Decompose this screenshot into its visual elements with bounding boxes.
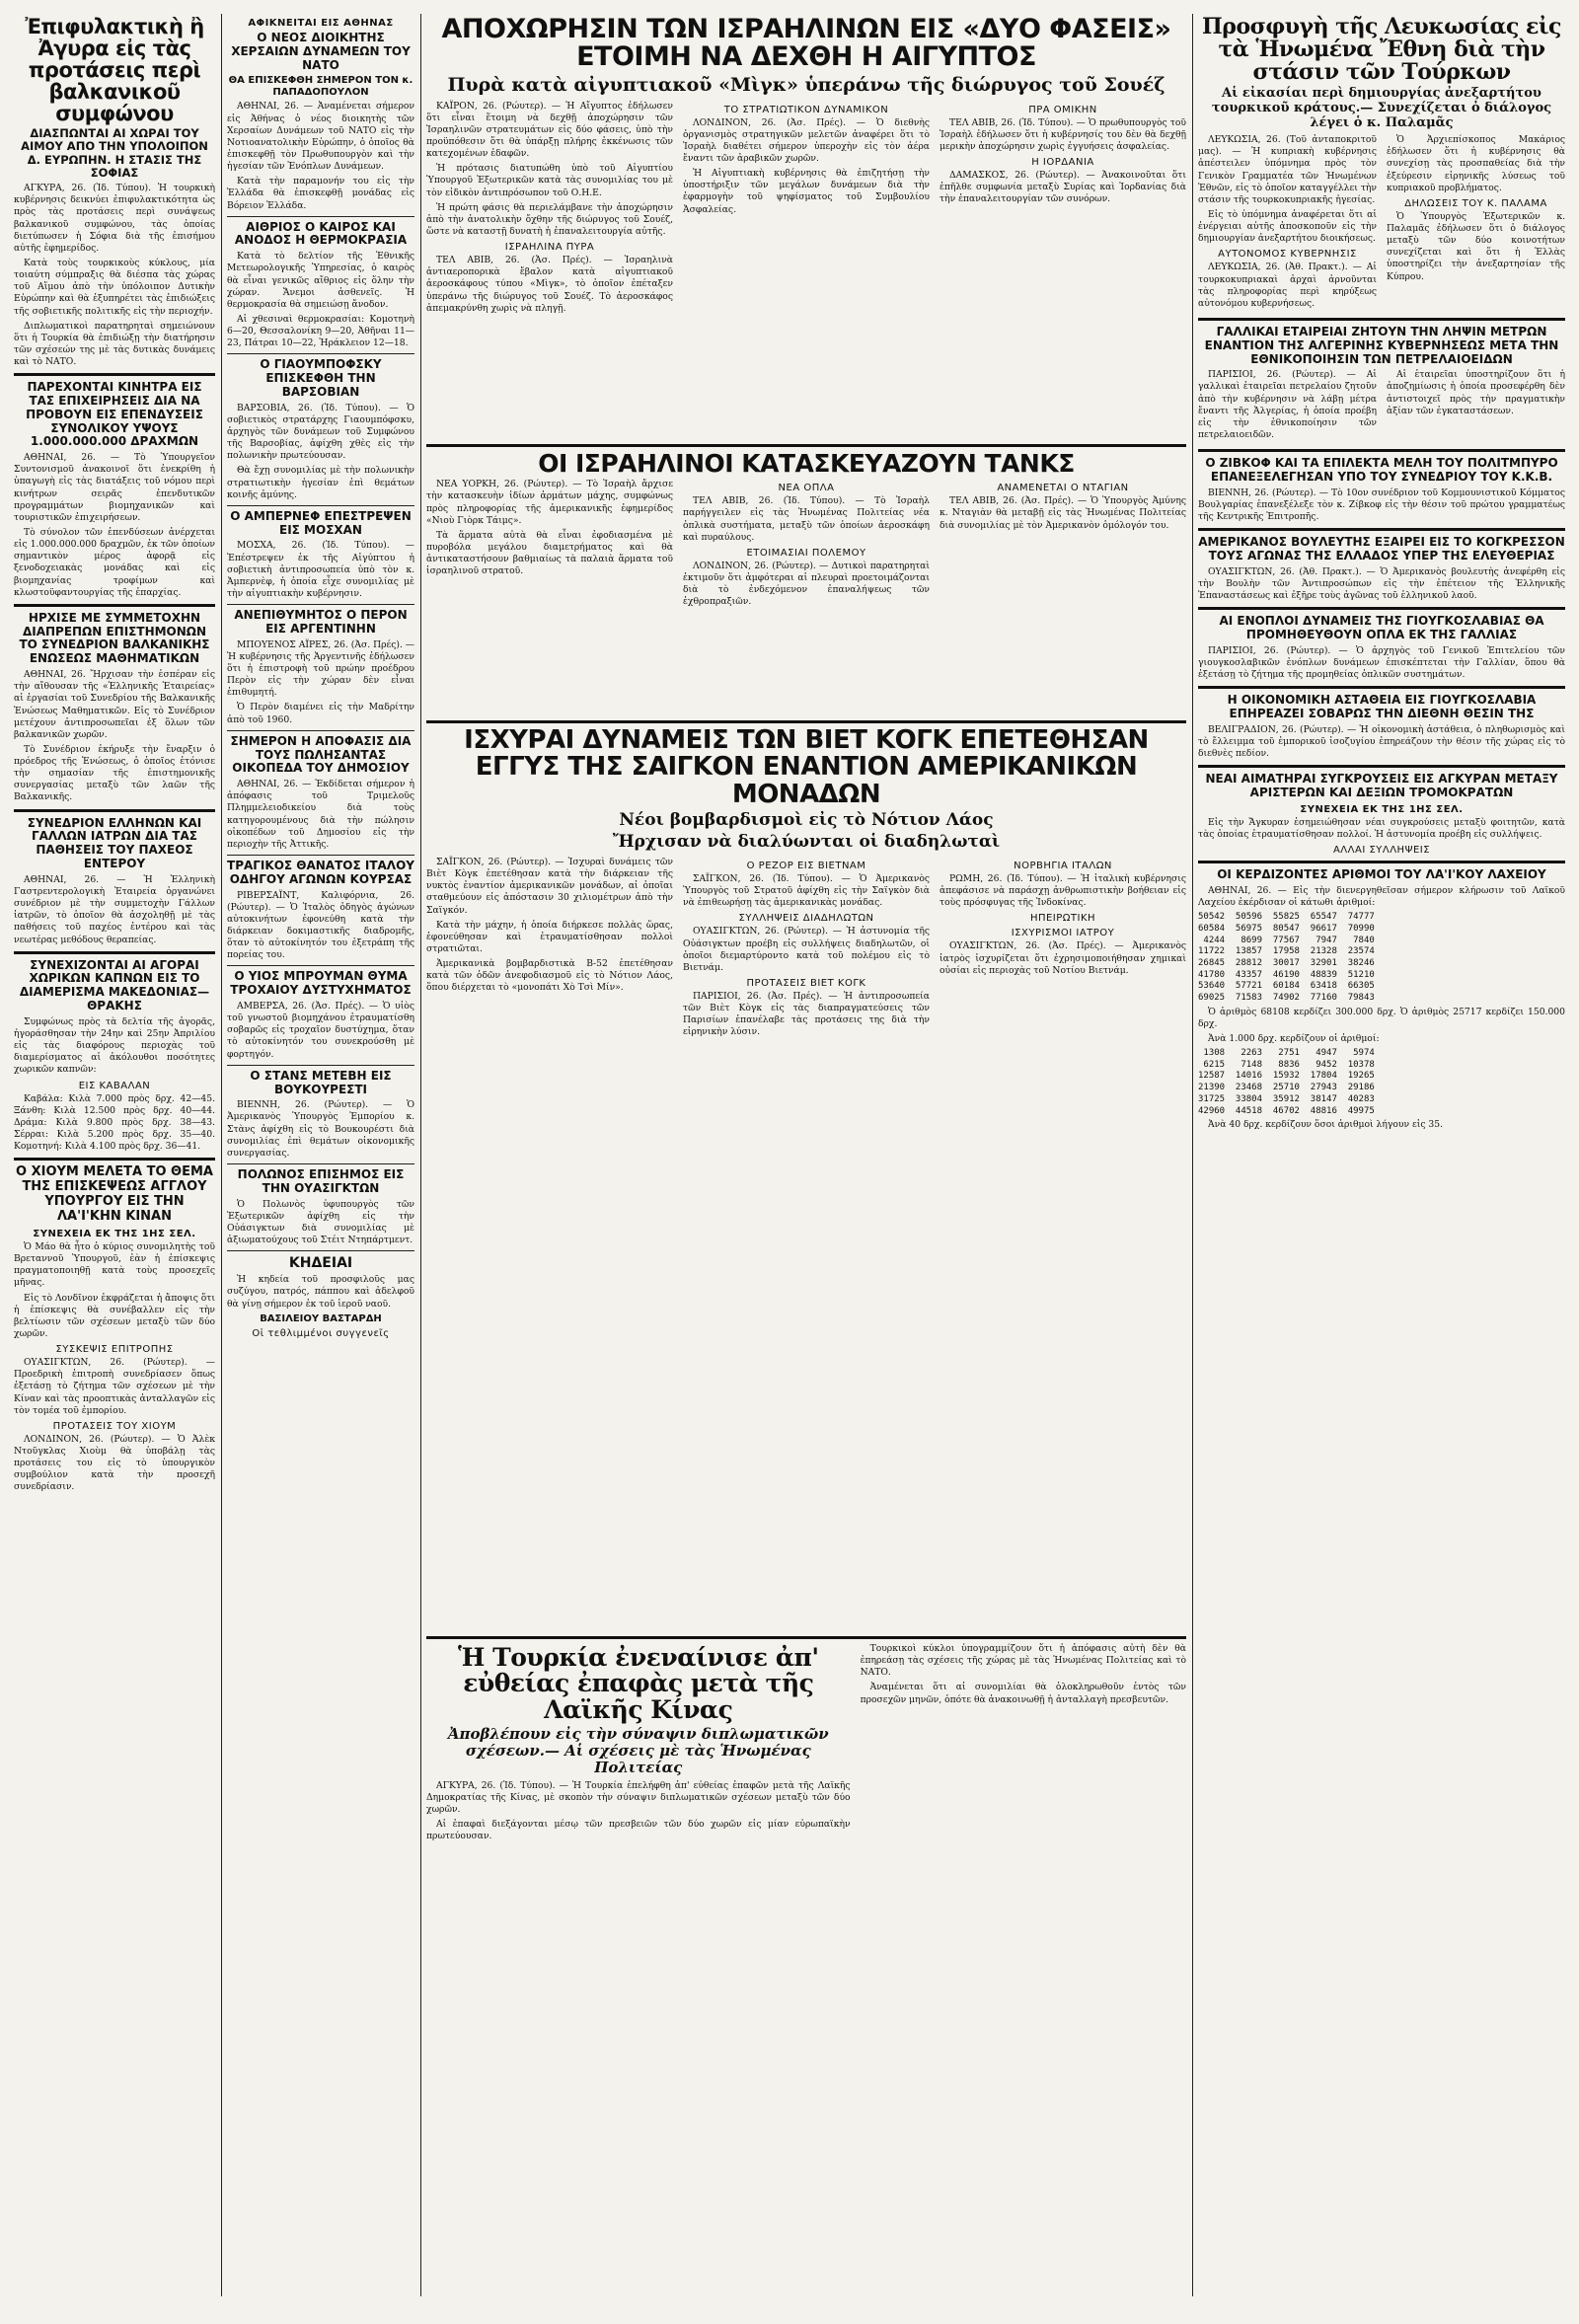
article-paragraph: Αἱ χθεσιναὶ θερμοκρασίαι: Κομοτηνὴ 6—20, Θεσσαλονίκη 9—20, Ἀθῆναι 11—23, Πάτραι 10—22, Ἡράκλειον 12—18.	[227, 313, 414, 349]
article-paragraph: ΑΘΗΝΑΙ, 26. — Εἰς τὴν διενεργηθεῖσαν σήμερον κλήρωσιν τοῦ Λαϊκοῦ Λαχείου ἐκέρδισαν οἱ κάτωθι ἀριθμοί:	[1198, 884, 1565, 909]
article-headline: Ο ΝΕΟΣ ΔΙΟΙΚΗΤΗΣ ΧΕΡΣΑΙΩΝ ΔΥΝΑΜΕΩΝ ΤΟΥ ΝΑΤΟ	[231, 31, 411, 72]
article-paragraph: Εἰς τὸ ὑπόμνημα ἀναφέρεται ὅτι αἱ ἐνέργειαι αὐτῆς ἀποσκοποῦν εἰς τὴν δημιουργίαν ἀνεξαρτήτου διοικήσεως.	[1198, 208, 1377, 245]
article-paragraph: ΠΑΡΙΣΙΟΙ, 26. (Ρώυτερ). — Ὁ ἀρχηγὸς τοῦ Γενικοῦ Ἐπιτελείου τῶν γιουγκοσλαβικῶν ἐνόπλων δυνάμεων ἐπισκέπτεται τὴν Γαλλίαν, ὅπου θὰ ἐξετάσῃ τὸ ζήτημα τῆς προμηθείας ὁπλικῶν συστημάτων.	[1198, 644, 1565, 681]
column-rule	[1192, 14, 1193, 2296]
section-label: ΗΠΕΙΡΩΤΙΚΗ	[1029, 913, 1096, 925]
article-paragraph: Κατὰ τὴν παραμονήν του εἰς τὴν Ἑλλάδα θὰ ἐπισκεφθῇ μονάδας εἰς Βόρειον Ἑλλάδα.	[227, 176, 414, 211]
column-rule	[221, 14, 222, 2296]
article-paragraph: Αἱ ἐπαφαὶ διεξάγονται μέσῳ τῶν πρεσβειῶν τῶν δύο χωρῶν εἰς μίαν εὐρωπαϊκὴν πρωτεύουσαν.	[426, 1818, 851, 1842]
article-headline: ΝΕΑΙ ΑΙΜΑΤΗΡΑΙ ΣΥΓΚΡΟΥΣΕΙΣ ΕΙΣ ΑΓΚΥΡΑΝ ΜΕΤΑΞΥ ΑΡΙΣΤΕΡΩΝ ΚΑΙ ΔΕΞΙΩΝ ΤΡΟΜΟΚΡΑΤΩΝ	[1205, 772, 1558, 800]
section-label: ΣΥΣΚΕΨΙΣ ΕΠΙΤΡΟΠΗΣ	[55, 1344, 174, 1356]
section-label: Η ΙΟΡΔΑΝΙΑ	[1031, 156, 1094, 168]
article-subheadline: Νέοι βομβαρδισμοὶ εἰς τὸ Νότιον Λάος	[619, 809, 994, 830]
lead-headline: ΑΠΟΧΩΡΗΣΙΝ ΤΩΝ ΙΣΡΑΗΛΙΝΩΝ ΕΙΣ «ΔΥΟ ΦΑΣΕΙΣ» ΕΤΟΙΜΗ ΝΑ ΔΕΧΘΗ Η ΑΙΓΥΠΤΟΣ	[441, 14, 1171, 73]
article-subheadline: Ἤρχισαν νὰ διαλύωνται οἱ διαδηλωταὶ	[612, 832, 1001, 853]
article-paragraph: ΛΕΥΚΩΣΙΑ, 26. (Τοῦ ἀνταποκριτοῦ μας). — Ἡ κυπριακὴ κυβέρνησις ἀπέστειλεν ὑπόμνημα πρὸς τὸν Γενικὸν Γραμματέα τῶν Ἡνωμένων Ἐθνῶν, εἰς τὸ ὁποῖον καταγγέλλει τὴν στάσιν τῆς τουρκοκυπριακῆς ἡγεσίας.	[1198, 134, 1377, 205]
article-paragraph: Ὁ Ὑπουργὸς Ἐξωτερικῶν κ. Παλαμᾶς ἐδήλωσεν ὅτι ὁ διάλογος μεταξὺ τῶν δύο κοινοτήτων συνεχίζεται καὶ ὅτι ἡ Ἑλλὰς ὑποστηρίζει τὴν ἀνεξαρτησίαν τῆς Κύπρου.	[1387, 210, 1565, 282]
section-label: ΕΙΣ ΚΑΒΑΛΑΝ	[78, 1080, 151, 1091]
article-paragraph: ΟΥΑΣΙΓΚΤΩΝ, 26. (Ρώυτερ). — Ἡ ἀστυνομία τῆς Οὐάσιγκτων προέβη εἰς συλλήψεις διαδηλωτῶν, οἱ ὁποῖοι διεμαρτύροντο κατὰ τοῦ πολέμου εἰς τὸ Βιετνάμ.	[683, 926, 930, 973]
article-paragraph: Εἰς τὴν Ἄγκυραν ἐσημειώθησαν νέαι συγκρούσεις μεταξὺ φοιτητῶν, κατὰ τὰς ὁποίας ἐτραυματίσθησαν πολλοί. Ἡ ἀστυνομία προέβη εἰς συλλήψεις.	[1198, 816, 1565, 840]
column-rule	[420, 14, 421, 2296]
lottery-numbers: 1308 2263 2751 4947 5974 6215 7148 8836 9452 10378 12587 14016 15932 17804 19265 21390 23468 25710 27943 29186 31725 33804 35912 38147 40283 42960 44518 46702 48816 49975	[1198, 1048, 1375, 1116]
section-label: ΤΟ ΣΤΡΑΤΙΩΤΙΚΟΝ ΔΥΝΑΜΙΚΟΝ	[723, 104, 889, 115]
article-paragraph: Εἰς τὸ Λονδῖνον ἐκφράζεται ἡ ἄποψις ὅτι ἡ ἐπίσκεψις θὰ συνέβαλλεν εἰς τὴν βελτίωσιν τῶν σχέσεων μεταξὺ τῶν δύο χωρῶν.	[14, 1292, 215, 1339]
article-headline: ΑΙ ΕΝΟΠΛΟΙ ΔΥΝΑΜΕΙΣ ΤΗΣ ΓΙΟΥΓΚΟΣΛΑΒΙΑΣ ΘΑ ΠΡΟΜΗΘΕΥΘΟΥΝ ΟΠΛΑ ΕΚ ΤΗΣ ΓΑΛΛΙΑΣ	[1219, 614, 1544, 641]
article-paragraph: Τὸ σύνολον τῶν ἐπενδύσεων ἀνέρχεται εἰς 1.000.000.000 δραχμῶν, ἐκ τῶν ὁποίων σημαντικὸν μέρος ἀφορᾷ εἰς ξενοδοχειακὰς μονάδας καὶ εἰς βιομηχανίας τροφίμων καὶ κλωστοϋφαντουργίας τῆς ἐπαρχίας.	[14, 527, 215, 598]
section-label: ΝΕΑ ΟΠΛΑ	[778, 483, 835, 494]
article-paragraph: Ἡ πρώτη φάσις θὰ περιελάμβανε τὴν ἀποχώρησιν ἀπὸ τὴν ἀνατολικὴν ὄχθην τῆς διώρυγος τοῦ Σουέζ, ὥστε νὰ καταστῇ δυνατὴ ἡ ἐπαναλειτουργία αὐτῆς.	[426, 201, 673, 237]
article-paragraph: Ὁ Μάο θὰ ἦτο ὁ κύριος συνομιλητὴς τοῦ Βρεταννοῦ Ὑπουργοῦ, ἐὰν ἡ ἐπίσκεψις πραγματοποιηθῇ κατὰ τοὺς προσεχεῖς μῆνας.	[14, 1241, 215, 1289]
article-paragraph: ΚΑΪΡΟΝ, 26. (Ρώυτερ). — Ἡ Αἴγυπτος ἐδήλωσεν ὅτι εἶναι ἕτοιμη νὰ δεχθῇ ἀποχώρησιν τῶν Ἰσραηλινῶν στρατευμάτων εἰς δύο φάσεις, ὑπὸ τὴν προϋπόθεσιν ὅτι θὰ ὑπάρξῃ πλήρης ἐκκένωσις τῶν κατεχομένων ἐδαφῶν.	[426, 100, 673, 160]
article-paragraph: ΤΕΛ ΑΒΙΒ, 26. (Ἀσ. Πρές). — Ἰσραηλινὰ ἀντιαεροπορικὰ ἔβαλον κατὰ αἰγυπτιακοῦ ἀεροσκάφους τύπου «Μὶγκ», τὸ ὁποῖον ἐπέταξεν ὑπεράνω τῆς διώρυγος τοῦ Σουέζ. Τὸ ἀεροσκάφος ἀπεμακρύνθη χωρὶς νὰ πληγῇ.	[426, 255, 673, 314]
article-paragraph: ΒΙΕΝΝΗ, 26. (Ρώυτερ). — Τὸ 10ον συνέδριον τοῦ Κομμουνιστικοῦ Κόμματος Βουλγαρίας ἐπανεξέλεξε τὸν κ. Ζίβκοφ εἰς τὴν θέσιν τοῦ πρώτου γραμματέως τῆς Κεντρικῆς Ἐπιτροπῆς.	[1198, 487, 1565, 523]
obituary-text: Ἡ κηδεία τοῦ προσφιλοῦς μας συζύγου, πατρός, πάππου καὶ ἀδελφοῦ θὰ γίνῃ σήμερον ἐκ τοῦ ἱεροῦ ναοῦ.	[227, 1274, 414, 1310]
section-label: ΠΡΑ ΟΜΙΚΗΝ	[1028, 104, 1097, 115]
continuation-label: ΣΥΝΕΧΕΙΑ ΕΚ ΤΗΣ 1ΗΣ ΣΕΛ.	[1300, 803, 1464, 815]
article-paragraph: ΒΙΕΝΝΗ, 26. (Ρώυτερ). — Ὁ Ἀμερικανὸς Ὑπουργὸς Ἐμπορίου κ. Στὰνς ἀφίχθη εἰς τὸ Βουκουρέστι διὰ συνομιλίας ἐπὶ θεμάτων οἰκονομικῆς συνεργασίας.	[227, 1099, 414, 1159]
article-headline: ΟΙ ΙΣΡΑΗΛΙΝΟΙ ΚΑΤΑΣΚΕΥΑΖΟΥΝ ΤΑΝΚΣ	[538, 449, 1075, 478]
article-paragraph: Αἱ ἑταιρεῖαι ὑποστηρίζουν ὅτι ἡ ἀποζημίωσις ἡ ὁποία προσεφέρθη δὲν ἀντιστοιχεῖ πρὸς τὴν πραγματικὴν ἀξίαν τῶν ἐγκαταστάσεων.	[1387, 369, 1565, 416]
column-1	[14, 14, 215, 2296]
article-paragraph: ΟΥΑΣΙΓΚΤΩΝ, 26. (Ἀθ. Πρακτ.). — Ὁ Ἀμερικανὸς βουλευτὴς ἀνεφέρθη εἰς τὴν Βουλὴν τῶν Ἀντιπροσώπων εἰς τὴν ἐπέτειον τῆς Ἑλληνικῆς Ἐπαναστάσεως καὶ ἐξῆρε τοὺς ἀγῶνας τοῦ ἑλληνικοῦ λαοῦ.	[1198, 565, 1565, 602]
article-headline: ΟΙ ΚΕΡΔΙΖΟΝΤΕΣ ΑΡΙΘΜΟΙ ΤΟΥ ΛΑ'Ι'ΚΟΥ ΛΑΧΕΙΟΥ	[1217, 867, 1546, 882]
article-viet-cong	[426, 720, 1186, 1635]
column-right	[1198, 14, 1565, 2296]
article-turkey-china	[426, 1636, 1186, 2299]
section-label: ΑΝΑΜΕΝΕΤΑΙ Ο ΝΤΑΓΙΑΝ	[997, 483, 1129, 494]
article-headline: ΗΡΧΙΣΕ ΜΕ ΣΥΜΜΕΤΟΧΗΝ ΔΙΑΠΡΕΠΩΝ ΕΠΙΣΤΗΜΟΝΩΝ ΤΟ ΣΥΝΕΔΡΙΟΝ ΒΑΛΚΑΝΙΚΗΣ ΕΝΩΣΕΩΣ ΜΑΘΗΜΑΤΙΚΩΝ	[19, 610, 210, 666]
article-paragraph: ΜΠΟΥΕΝΟΣ ΑΪΡΕΣ, 26. (Ἀσ. Πρές). — Ἡ κυβέρνησις τῆς Ἀργεντινῆς ἐδήλωσεν ὅτι ἡ ἐπιστροφὴ τοῦ πρώην προέδρου Περὸν εἰς τὴν χώραν δὲν εἶναι ἐπιθυμητή.	[227, 638, 414, 699]
article-headline: Ἐπιφυλακτικὴ ἢ Ἀγυρα εἰς τὰς προτάσεις περὶ βαλκανικοῦ συμφώνου	[25, 15, 204, 126]
section-label: ΑΛΛΑΙ ΣΥΛΛΗΨΕΙΣ	[1332, 845, 1431, 857]
article-headline: ΠΑΡΕΧΟΝΤΑΙ ΚΙΝΗΤΡΑ ΕΙΣ ΤΑΣ ΕΠΙΧΕΙΡΗΣΕΙΣ ΔΙΑ ΝΑ ΠΡΟΒΟΥΝ ΕΙΣ ΕΠΕΝΔΥΣΕΙΣ ΣΥΝΟΛΙΚΟΥ ΥΨΟΥΣ 1.000.000.000 ΔΡΑΧΜΩΝ	[26, 380, 203, 449]
article-paragraph: Διπλωματικοὶ παρατηρηταὶ σημειώνουν ὅτι ἡ Τουρκία θὰ ἐπιδιώξῃ τὴν διατήρησιν τῶν σχέσεών της μὲ τὰς δυτικὰς δυνάμεις καὶ τὸ ΝΑΤΟ.	[14, 320, 215, 368]
article-paragraph: Συμφώνως πρὸς τὰ δελτία τῆς ἀγορᾶς, ἠγοράσθησαν τὴν 24ην καὶ 25ην Ἀπριλίου εἰς τὰς διαφόρους περιοχὰς τοῦ διαμερίσματος αἱ ἀκόλουθοι ποσότητες χωρικῶν καπνῶν:	[14, 1015, 215, 1076]
article-headline: ΙΣΧΥΡΑΙ ΔΥΝΑΜΕΙΣ ΤΩΝ ΒΙΕΤ ΚΟΓΚ ΕΠΕΤΕΘΗΣΑΝ ΕΓΓΥΣ ΤΗΣ ΣΑΙΓΚΟΝ ΕΝΑΝΤΙΟΝ ΑΜΕΡΙΚΑΝΙΚΩΝ ΜΟΝΑΔΩΝ	[464, 725, 1149, 809]
article-paragraph: Τὸ Συνέδριον ἐκήρυξε τὴν ἔναρξιν ὁ πρόεδρος τῆς Ἑνώσεως, ὁ ὁποῖος ἐτόνισε τὴν σημασίαν τῆς ἐπιστημονικῆς συνεργασίας μεταξὺ τῶν λαῶν τῆς Βαλκανικῆς.	[14, 743, 215, 803]
article-paragraph: ΛΕΥΚΩΣΙΑ, 26. (Ἀθ. Πρακτ.). — Αἱ τουρκοκυπριακαὶ ἀρχαὶ ἀρνοῦνται τὰς πληροφορίας περὶ κηρύξεως αὐτονόμου κυβερνήσεως.	[1198, 262, 1377, 309]
article-paragraph: ΑΘΗΝΑΙ, 26. — Ἡ Ἑλληνικὴ Γαστρεντερολογικὴ Ἑταιρεία ὀργανώνει συνέδριον μὲ τὴν συμμετοχὴν Γάλλων ἰατρῶν, τὸ ὁποῖον θὰ ἀσχοληθῇ μὲ τὰς παθήσεις τοῦ παχέος ἐντέρου καὶ τὰς νεωτέρας μεθόδους θεραπείας.	[14, 873, 215, 945]
article-paragraph: ΠΑΡΙΣΙΟΙ, 26. (Ρώυτερ). — Αἱ γαλλικαὶ ἑταιρεῖαι πετρελαίου ζητοῦν ἀπὸ τὴν κυβέρνησιν νὰ λάβῃ μέτρα ἔναντι τῆς Ἀλγερίας, ἡ ὁποία προέβη εἰς τὴν ἐθνικοποίησιν τῶν πετρελαιοειδῶν.	[1198, 369, 1377, 441]
article-paragraph: Ἀναμένεται ὅτι αἱ συνομιλίαι θὰ ὁλοκληρωθοῦν ἐντὸς τῶν προσεχῶν μηνῶν, ὁπότε θὰ ἀνακοινωθῇ ἡ ἀνταλλαγὴ πρεσβευτῶν.	[860, 1682, 1186, 1705]
article-headline: ΠΟΛΩΝΟΣ ΕΠΙΣΗΜΟΣ ΕΙΣ ΤΗΝ ΟΥΑΣΙΓΚΤΩΝ	[237, 1167, 405, 1195]
article-subheadline: Αἱ εἰκασίαι περὶ δημιουργίας ἀνεξαρτήτου τουρκικοῦ κράτους.— Συνεχίζεται ὁ διάλογος λέγει ὁ κ. Παλαμᾶς	[1211, 86, 1552, 131]
article-headline: Ο ΥΙΟΣ ΜΠΡΟΥΜΑΝ ΘΥΜΑ ΤΡΟΧΑΙΟΥ ΔΥΣΤΥΧΗΜΑΤΟΣ	[230, 969, 412, 998]
article-paragraph: Ὁ Περὸν διαμένει εἰς τὴν Μαδρίτην ἀπὸ τοῦ 1960.	[227, 702, 414, 725]
article-headline: Ἡ Τουρκία ἐνεναίνισε ἀπ' εὐθείας ἐπαφὰς μετὰ τῆς Λαϊκῆς Κίνας	[458, 1643, 819, 1724]
article-paragraph: ΣΑΪΓΚΟΝ, 26. (Ἰδ. Τύπου). — Ὁ Ἀμερικανὸς Ὑπουργὸς τοῦ Στρατοῦ ἀφίχθη εἰς τὴν Σαϊγκὸν διὰ νὰ ἐπιθεωρήσῃ τὰς ἀμερικανικὰς μονάδας.	[683, 872, 930, 909]
section-label: ΕΤΟΙΜΑΣΙΑΙ ΠΟΛΕΜΟΥ	[746, 547, 866, 559]
article-headline: Ο ΓΙΑΟΥΜΠΟΦΣΚΥ ΕΠΙΣΚΕΦΘΗ ΤΗΝ ΒΑΡΣΟΒΙΑΝ	[260, 357, 382, 399]
article-paragraph: ΑΓΚΥΡΑ, 26. (Ἰδ. Τύπου). — Ἡ Τουρκία ἐπελήφθη ἀπ' εὐθείας ἐπαφῶν μετὰ τῆς Λαϊκῆς Δημοκρατίας τῆς Κίνας, μὲ σκοπὸν τὴν σύναψιν διπλωματικῶν σχέσεων μεταξὺ τῶν δύο χωρῶν.	[426, 1779, 851, 1815]
article-paragraph: Ἡ Αἰγυπτιακὴ κυβέρνησις θὰ ἐπιζητήσῃ τὴν ὑποστήριξιν τῶν μεγάλων δυνάμεων διὰ τὴν ἐφαρμογὴν τοῦ ψηφίσματος τοῦ Συμβουλίου Ἀσφαλείας.	[683, 168, 930, 215]
article-paragraph: ΡΙΒΕΡΣΑΪΝΤ, Καλιφόρνια, 26. (Ρώυτερ). — Ὁ Ἰταλὸς ὁδηγὸς ἀγώνων αὐτοκινήτων ἐφονεύθη κατὰ τὴν διάρκειαν δοκιμαστικῆς διαδρομῆς, ὅταν τὸ αὐτοκίνητόν του ἐξετράπη τῆς πορείας του.	[227, 889, 414, 961]
article-paragraph: ΟΥΑΣΙΓΚΤΩΝ, 26. (Ἀσ. Πρές). — Ἀμερικανὸς ἰατρὸς ἰσχυρίζεται ὅτι ἐχρησιμοποιήθησαν χημικαὶ οὐσίαι εἰς περιοχὰς τοῦ Νοτίου Βιετνάμ.	[940, 940, 1186, 976]
article-headline: Ο ΧΙΟΥΜ ΜΕΛΕΤΑ ΤΟ ΘΕΜΑ ΤΗΣ ΕΠΙΣΚΕΨΕΩΣ ΑΓΓΛΟΥ ΥΠΟΥΡΓΟΥ ΕΙΣ ΤΗΝ ΛΑ'Ι'ΚΗΝ ΚΙΝΑΝ	[16, 1164, 213, 1225]
article-paragraph: ΔΑΜΑΣΚΟΣ, 26. (Ρώυτερ). — Ἀνακοινοῦται ὅτι ἐπῆλθε συμφωνία μεταξὺ Συρίας καὶ Ἰορδανίας διὰ τὴν ἐπαναλειτουργίαν τῶν συνόρων.	[940, 169, 1186, 205]
lead-article-egypt	[426, 14, 1186, 440]
article-paragraph: Ἀνὰ 40 δρχ. κερδίζουν ὅσοι ἀριθμοὶ λήγουν εἰς 35.	[1208, 1119, 1444, 1131]
article-headline: ΤΡΑΓΙΚΟΣ ΘΑΝΑΤΟΣ ΙΤΑΛΟΥ ΟΔΗΓΟΥ ΑΓΩΝΩΝ ΚΟΥΡΣΑΣ	[227, 859, 414, 886]
article-paragraph: ΣΑΪΓΚΟΝ, 26. (Ρώυτερ). — Ἰσχυραὶ δυνάμεις τῶν Βιὲτ Κὸγκ ἐπετέθησαν κατὰ τὴν διάρκειαν τῆς νυκτὸς ἐναντίον ἀμερικανικῶν μονάδων, αἱ ὁποῖαι σταθμεύουν εἰς ἀπόστασιν 30 χιλιομέτρων ἀπὸ τὴν Σαϊγκόν.	[426, 856, 673, 916]
section-label: ΣΥΛΛΗΨΕΙΣ ΔΙΑΔΗΛΩΤΩΝ	[738, 913, 874, 925]
article-paragraph: ΟΥΑΣΙΓΚΤΩΝ, 26. (Ρώυτερ). — Προεδρικὴ ἐπιτροπὴ συνεδρίασεν ὅπως ἐξετάσῃ τὸ ζήτημα τῶν σχέσεων μὲ τὴν Κίναν καὶ τὰς προοπτικὰς ἀνταλλαγῶν εἰς τὸν τομέα τοῦ ἐμπορίου.	[14, 1357, 215, 1416]
article-paragraph: Κατὰ τοὺς τουρκικοὺς κύκλους, μία τοιαύτη σύμπραξις θὰ διέσπα τὰς χώρας τοῦ Αἵμου ἀπὸ τὴν ὑπόλοιπον Δυτικὴν Εὐρώπην καὶ θὰ ἐξυπηρέτει τὰς ἐπιδιώξεις τῆς σοβιετικῆς πολιτικῆς εἰς τὴν περιοχήν.	[14, 257, 215, 317]
article-paragraph: ΡΩΜΗ, 26. (Ἰδ. Τύπου). — Ἡ ἰταλικὴ κυβέρνησις ἀπεφάσισε νὰ παράσχῃ ἀνθρωπιστικὴν βοήθειαν εἰς τοὺς πρόσφυγας τῆς Ἰνδοκίνας.	[940, 872, 1186, 909]
article-paragraph: Θὰ ἔχῃ συνομιλίας μὲ τὴν πολωνικὴν στρατιωτικὴν ἡγεσίαν ἐπὶ θεμάτων κοινῆς ἀμύνης.	[227, 465, 414, 500]
article-paragraph: ΑΘΗΝΑΙ, 26. — Τὸ Ὑπουργεῖον Συντονισμοῦ ἀνακοινοῖ ὅτι ἐνεκρίθη ἡ ὑπαγωγὴ εἰς τὰς διατάξεις τοῦ νόμου περὶ κινήτρων σειρᾶς ἐπενδυτικῶν προγραμμάτων βιομηχανικῶν καὶ τουριστικῶν ἐπιχειρήσεων.	[14, 452, 215, 523]
column-2	[227, 14, 414, 2296]
section-label: ΙΣΧΥΡΙΣΜΟΙ ΙΑΤΡΟΥ	[1011, 928, 1115, 939]
article-paragraph: ΛΟΝΔΙΝΟΝ, 26. (Ἀσ. Πρές). — Ὁ διεθνὴς ὀργανισμὸς στρατηγικῶν μελετῶν ἀναφέρει ὅτι τὸ Ἰσραὴλ διαθέτει σήμερον ὑπεροχὴν εἰς τὸν ἀέρα ἔναντι τῶν ἀραβικῶν χωρῶν.	[683, 116, 930, 164]
section-label: ΠΡΟΤΑΣΕΙΣ ΤΟΥ ΧΙΟΥΜ	[52, 1420, 177, 1432]
article-headline: ΑΙΘΡΙΟΣ Ο ΚΑΙΡΟΣ ΚΑΙ ΑΝΟΔΟΣ Η ΘΕΡΜΟΚΡΑΣΙΑ	[234, 219, 408, 248]
article-paragraph: ΑΘΗΝΑΙ, 26. Ἤρχισαν τὴν ἑσπέραν εἰς τὴν αἴθουσαν τῆς «Ἑλληνικῆς Ἑταιρείας» αἱ ἐργασίαι τοῦ Συνεδρίου τῆς Βαλκανικῆς Ἑνώσεως Μαθηματικῶν. Εἰς τὸ Συνέδριον μετέχουν ἀντιπροσωπεῖαι ἐξ ὅλων τῶν βαλκανικῶν χωρῶν.	[14, 669, 215, 740]
article-paragraph: Ἡ πρότασις διατυπώθη ὑπὸ τοῦ Αἰγυπτίου Ὑπουργοῦ Ἐξωτερικῶν κατὰ τὰς συνομιλίας του μὲ τὸν εἰδικὸν ἀντιπρόσωπον τοῦ Ο.Η.Ε.	[426, 163, 673, 198]
article-paragraph: ΑΜΒΕΡΣΑ, 26. (Ἀσ. Πρές). — Ὁ υἱὸς τοῦ γνωστοῦ βιομηχάνου ἐτραυματίσθη σοβαρῶς εἰς τροχαῖον δυστύχημα, ὅταν τὸ αὐτοκίνητόν του συνεκρούσθη μὲ φορτηγόν.	[227, 1001, 414, 1060]
article-paragraph: Καβάλα: Κιλὰ 7.000 πρὸς δρχ. 42—45. Ξάνθη: Κιλὰ 12.500 πρὸς δρχ. 40—44. Δράμα: Κιλὰ 9.800 πρὸς δρχ. 38—43. Σέρραι: Κιλὰ 5.200 πρὸς δρχ. 35—40. Κομοτηνή: Κιλὰ 4.100 πρὸς δρχ. 36—41.	[14, 1092, 215, 1153]
section-label: ΠΡΟΤΑΣΕΙΣ ΒΙΕΤ ΚΟΓΚ	[746, 977, 866, 989]
article-paragraph: ΑΘΗΝΑΙ, 26. — Ἀναμένεται σήμερον εἰς Ἀθήνας ὁ νέος διοικητὴς τῶν Χερσαίων Δυνάμεων τοῦ ΝΑΤΟ εἰς τὴν Νοτιοανατολικὴν Εὐρώπην, ὁ ὁποῖος θὰ ἐπισκεφθῇ τὸν Πρωθυπουργὸν καὶ τὴν ἡγεσίαν τῶν Ἐνόπλων Δυνάμεων.	[227, 101, 414, 173]
article-paragraph: Ὁ Ἀρχιεπίσκοπος Μακάριος ἐδήλωσεν ὅτι ἡ κυβέρνησις θὰ συνεχίσῃ τὰς προσπαθείας διὰ τὴν ἐξεύρεσιν εἰρηνικῆς λύσεως τοῦ κυπριακοῦ προβλήματος.	[1387, 134, 1565, 193]
article-paragraph: ΑΘΗΝΑΙ, 26. — Ἐκδίδεται σήμερον ἡ ἀπόφασις τοῦ Τριμελοῦς Πλημμελειοδικείου διὰ τοὺς κατηγορουμένους διὰ τὴν πώλησιν οἰκοπέδων τοῦ Δημοσίου εἰς τὴν περιοχὴν τῆς Ἀττικῆς.	[227, 779, 414, 850]
article-headline: ΑΝΕΠΙΘΥΜΗΤΟΣ Ο ΠΕΡΟΝ ΕΙΣ ΑΡΓΕΝΤΙΝΗΝ	[234, 608, 408, 636]
article-paragraph: Τουρκικοὶ κύκλοι ὑπογραμμίζουν ὅτι ἡ ἀπόφασις αὐτὴ δὲν θὰ ἐπηρεάσῃ τὰς σχέσεις τῆς χώρας μὲ τὰς Ἡνωμένας Πολιτείας καὶ τὸ ΝΑΤΟ.	[860, 1643, 1186, 1679]
section-label: ΝΟΡΒΗΓΙΑ ΙΤΑΛΩΝ	[1014, 860, 1112, 871]
article-paragraph: ΒΑΡΣΟΒΙΑ, 26. (Ἰδ. Τύπου). — Ὁ σοβιετικὸς στρατάρχης Γιαουμπόφσκυ, ἀρχηγὸς τῶν δυνάμεων τοῦ Συμφώνου τῆς Βαρσοβίας, ἀφίχθη χθὲς εἰς τὴν πολωνικὴν πρωτεύουσαν.	[227, 402, 414, 462]
article-paragraph: Κατὰ τὴν μάχην, ἡ ὁποία διήρκεσε πολλὰς ὥρας, ἐφονεύθησαν καὶ ἐτραυματίσθησαν πολλοὶ στρατιῶται.	[426, 919, 673, 954]
article-paragraph: Ἀμερικανικὰ βομβαρδιστικὰ Β-52 ἐπετέθησαν κατὰ τῶν ὁδῶν ἀνεφοδιασμοῦ εἰς τὸ Νότιον Λάος, ὅπου διέρχεται τὸ «μονοπάτι Χὸ Τσὶ Μίν».	[426, 958, 673, 994]
section-label: ΙΣΡΑΗΛΙΝΑ ΠΥΡΑ	[504, 242, 595, 254]
obituary-name: ΒΑΣΙΛΕΙΟΥ ΒΑΣΤΑΡΔΗ	[260, 1312, 382, 1324]
section-label: ΔΗΛΩΣΕΙΣ ΤΟΥ Κ. ΠΑΛΑΜΑ	[1404, 197, 1547, 209]
article-headline: Ο ΑΜΠΕΡΝΕΦ ΕΠΕΣΤΡΕΨΕΝ ΕΙΣ ΜΟΣΧΑΝ	[230, 508, 412, 537]
article-paragraph: ΒΕΛΙΓΡΑΔΙΟΝ, 26. (Ρώυτερ). — Ἡ οἰκονομικὴ ἀστάθεια, ὁ πληθωρισμὸς καὶ τὸ ἔλλειμμα τοῦ ἐμπορικοῦ ἰσοζυγίου ἐπηρεάζουν τὴν θέσιν τῆς χώρας εἰς τὸ διεθνὲς πεδίον.	[1198, 723, 1565, 760]
article-headline: ΣΥΝΕΔΡΙΟΝ ΕΛΛΗΝΩΝ ΚΑΙ ΓΑΛΛΩΝ ΙΑΤΡΩΝ ΔΙΑ ΤΑΣ ΠΑΘΗΣΕΙΣ ΤΟΥ ΠΑΧΕΟΣ ΕΝΤΕΡΟΥ	[27, 815, 202, 871]
article-subheadline: ΔΙΑΣΠΩΝΤΑΙ ΑΙ ΧΩΡΑΙ ΤΟΥ ΑΙΜΟΥ ΑΠΟ ΤΗΝ ΥΠΟΛΟΙΠΟΝ Δ. ΕΥΡΩΠΗΝ. Η ΣΤΑΣΙΣ ΤΗΣ ΣΟΦΙΑΣ	[21, 126, 208, 180]
article-paragraph: Κατὰ τὸ δελτίον τῆς Ἐθνικῆς Μετεωρολογικῆς Ὑπηρεσίας, ὁ καιρὸς θὰ εἶναι γενικῶς αἴθριος εἰς ὅλην τὴν χώραν. Ἄνεμοι ἀσθενεῖς. Ἡ θερμοκρασία θὰ σημειώσῃ ἄνοδον.	[227, 251, 414, 310]
article-paragraph: ΤΕΛ ΑΒΙΒ, 26. (Ἰδ. Τύπου). — Ὁ πρωθυπουργὸς τοῦ Ἰσραὴλ ἐδήλωσεν ὅτι ἡ κυβέρνησίς του δὲν θὰ δεχθῇ μερικὴν ἀποχώρησιν χωρὶς ἐγγυήσεις ἀσφαλείας.	[940, 116, 1186, 152]
article-israel-tanks	[426, 444, 1186, 719]
article-paragraph: Ὁ ἀριθμὸς 68108 κερδίζει 300.000 δρχ. Ὁ ἀριθμὸς 25717 κερδίζει 150.000 δρχ.	[1198, 1006, 1565, 1029]
section-label: ΑΦΙΚΝΕΙΤΑΙ ΕΙΣ ΑΘΗΝΑΣ	[248, 18, 394, 29]
article-headline: Η ΟΙΚΟΝΟΜΙΚΗ ΑΣΤΑΘΕΙΑ ΕΙΣ ΓΙΟΥΓΚΟΣΛΑΒΙΑ ΕΠΗΡΕΑΖΕΙ ΣΟΒΑΡΩΣ ΤΗΝ ΔΙΕΘΝΗ ΘΕΣΙΝ ΤΗΣ	[1227, 693, 1537, 720]
lottery-numbers: 50542 50596 55825 65547 74777 60584 56975 80547 96617 70990 4244 8699 77567 7947 7840 11722 13857 17958 21328 23574 26845 28812 30017 32901 38246 41780 43357 46190 48839 51210 53640 57721 60184 63418 66305 69025 71583 74902 77160 79843	[1198, 912, 1375, 1003]
article-headline: ΣΗΜΕΡΟΝ Η ΑΠΟΦΑΣΙΣ ΔΙΑ ΤΟΥΣ ΠΩΛΗΣΑΝΤΑΣ ΟΙΚΟΠΕΔΑ ΤΟΥ ΔΗΜΟΣΙΟΥ	[230, 733, 412, 776]
article-paragraph: ΝΕΑ ΥΟΡΚΗ, 26. (Ρώυτερ). — Τὸ Ἰσραὴλ ἄρχισε τὴν κατασκευὴν ἰδίων ἁρμάτων μάχης, συμφώνως πρὸς πληροφορίας τῆς ἀμερικανικῆς ἐφημερίδος «Νιοὺ Γιὸρκ Τάιμς».	[426, 479, 673, 526]
article-headline: ΓΑΛΛΙΚΑΙ ΕΤΑΙΡΕΙΑΙ ΖΗΤΟΥΝ ΤΗΝ ΛΗΨΙΝ ΜΕΤΡΩΝ ΕΝΑΝΤΙΟΝ ΤΗΣ ΑΛΓΕΡΙΝΗΣ ΚΥΒΕΡΝΗΣΕΩΣ ΜΕΤΑ ΤΗΝ ΕΘΝΙΚΟΠΟΙΗΣΙΝ ΤΩΝ ΠΕΤΡΕΛΑΙΟΕΙΔΩΝ	[1204, 324, 1559, 366]
article-paragraph: ΛΟΝΔΙΝΟΝ, 26. (Ρώυτερ). — Ὁ Ἀλὲκ Ντοῦγκλας Χιοὺμ θὰ ὑποβάλῃ τὰς προτάσεις του εἰς τὸ ὑπουργικὸν συμβούλιον κατὰ τὴν προσεχῆ συνεδρίασιν.	[14, 1433, 215, 1493]
section-label: Ο ΡΕΖΟΡ ΕΙΣ ΒΙΕΤΝΑΜ	[746, 860, 866, 871]
article-paragraph: Ἀνὰ 1.000 δρχ. κερδίζουν οἱ ἀριθμοί:	[1208, 1032, 1380, 1044]
article-subheadline: Ἀποβλέπουν εἰς τὴν σύναψιν διπλωματικῶν σχέσεων.— Αἱ σχέσεις μὲ τὰς Ἡνωμένας Πολιτείας	[447, 1724, 829, 1777]
article-headline: ΣΥΝΕΧΙΖΟΝΤΑΙ ΑΙ ΑΓΟΡΑΙ ΧΩΡΙΚΩΝ ΚΑΠΝΩΝ ΕΙΣ ΤΟ ΔΙΑΜΕΡΙΣΜΑ ΜΑΚΕΔΟΝΙΑΣ—ΘΡΑΚΗΣ	[19, 957, 210, 1013]
article-paragraph: ΤΕΛ ΑΒΙΒ, 26. (Ἀσ. Πρές). — Ὁ Ὑπουργὸς Ἀμύνης κ. Νταγιὰν θὰ μεταβῇ εἰς τὰς Ἡνωμένας Πολιτείας διὰ συνομιλίας μὲ τὸν Ἀμερικανὸν ὁμόλογόν του.	[940, 495, 1186, 531]
article-paragraph: Ὁ Πολωνὸς ὑφυπουργὸς τῶν Ἐξωτερικῶν ἀφίχθη εἰς τὴν Οὐάσιγκτων διὰ συνομιλίας μὲ ἀξιωματούχους τοῦ Στέιτ Ντηπάρτμεντ.	[227, 1198, 414, 1246]
article-paragraph: ΠΑΡΙΣΙΟΙ, 26. (Ἀσ. Πρές). — Ἡ ἀντιπροσωπεία τῶν Βιὲτ Κὸγκ εἰς τὰς διαπραγματεύσεις τῶν Παρισίων ἐπανέλαβε τὰς προτάσεις της διὰ τὴν εἰρηνικὴν λύσιν.	[683, 990, 930, 1038]
article-paragraph: ΛΟΝΔΙΝΟΝ, 26. (Ρώυτερ). — Δυτικοὶ παρατηρηταὶ ἐκτιμοῦν ὅτι ἀμφότεραι αἱ πλευραὶ προετοιμάζονται διὰ τὸ ἐνδεχόμενον ἐπαναλήψεως τῶν ἐχθροπραξιῶν.	[683, 560, 930, 608]
newspaper-page	[14, 14, 1565, 2296]
article-paragraph: ΜΟΣΧΑ, 26. (Ἰδ. Τύπου). — Ἐπέστρεψεν ἐκ τῆς Αἰγύπτου ἡ σοβιετικὴ ἀντιπροσωπεία ὑπὸ τὸν κ. Ἀμπερνὲφ, ἡ ὁποία εἶχε συνομιλίας μὲ τὴν αἰγυπτιακὴν κυβέρνησιν.	[227, 540, 414, 600]
article-headline: Προσφυγὴ τῆς Λευκωσίας εἰς τὰ Ἡνωμένα Ἔθνη διὰ τὴν στάσιν τῶν Τούρκων	[1202, 14, 1561, 86]
article-headline: Ο ΖΙΒΚΟΦ ΚΑΙ ΤΑ ΕΠΙΛΕΚΤΑ ΜΕΛΗ ΤΟΥ ΠΟΛΙΤΜΠΥΡΟ ΕΠΑΝΕΞΕΛΕΓΗΣΑΝ ΥΠΟ ΤΟΥ ΣΥΝΕΔΡΙΟΥ ΤΟΥ Κ.Κ.Β.	[1205, 456, 1558, 484]
article-headline: ΑΜΕΡΙΚΑΝΟΣ ΒΟΥΛΕΥΤΗΣ ΕΞΑΙΡΕΙ ΕΙΣ ΤΟ ΚΟΓΚΡΕΣΣΟΝ ΤΟΥΣ ΑΓΩΝΑΣ ΤΗΣ ΕΛΛΑΔΟΣ ΥΠΕΡ ΤΗΣ ΕΛΕΥΘΕΡΙΑΣ	[1198, 535, 1565, 562]
section-label: ΑΥΤΟΝΟΜΟΣ ΚΥΒΕΡΝΗΣΙΣ	[1218, 249, 1357, 261]
article-paragraph: ΑΓΚΥΡΑ, 26. (Ἰδ. Τύπου). Ἡ τουρκικὴ κυβέρνησις δεικνύει ἐπιφυλακτικότητα ὡς πρὸς τὰς προτάσεις περὶ συνάψεως βαλκανικοῦ συμφώνου, τὰς ὁποίας διετύπωσεν ἡ Σόφια διὰ τῆς ἐπισήμου αὐτῆς ἐφημερίδος.	[14, 183, 215, 254]
article-subheadline: ΘΑ ΕΠΙΣΚΕΦΘΗ ΣΗΜΕΡΟΝ ΤΟΝ κ. ΠΑΠΑΔΟΠΟΥΛΟΝ	[228, 75, 414, 98]
article-paragraph: ΤΕΛ ΑΒΙΒ, 26. (Ἰδ. Τύπου). — Τὸ Ἰσραὴλ παρήγγειλεν εἰς τὰς Ἡνωμένας Πολιτείας νέα ὁπλικὰ συστήματα, μεταξὺ τῶν ὁποίων ἀεροσκάφη καὶ πυραύλους.	[683, 495, 930, 543]
article-headline: Ο ΣΤΑΝΣ ΜΕΤΕΒΗ ΕΙΣ ΒΟΥΚΟΥΡΕΣΤΙ	[250, 1068, 392, 1096]
obituary-signature: Οἱ τεθλιμμένοι συγγενεῖς	[252, 1328, 390, 1340]
article-paragraph: Τὰ ἅρματα αὐτὰ θὰ εἶναι ἐφοδιασμένα μὲ πυροβόλα μεγάλου διαμετρήματος καὶ θὰ ἀντικαταστήσουν βαθμιαίως τὰ παλαιὰ ἅρματα τοῦ ἰσραηλινοῦ στρατοῦ.	[426, 529, 673, 577]
lead-subheadline: Πυρὰ κατὰ αἰγυπτιακοῦ «Μὶγκ» ὑπεράνω τῆς διώρυγος τοῦ Σουέζ	[447, 73, 1165, 96]
obituary-headline: ΚΗΔΕΙΑΙ	[288, 1255, 353, 1272]
continuation-label: ΣΥΝΕΧΕΙΑ ΕΚ ΤΗΣ 1ΗΣ ΣΕΛ.	[33, 1229, 196, 1239]
